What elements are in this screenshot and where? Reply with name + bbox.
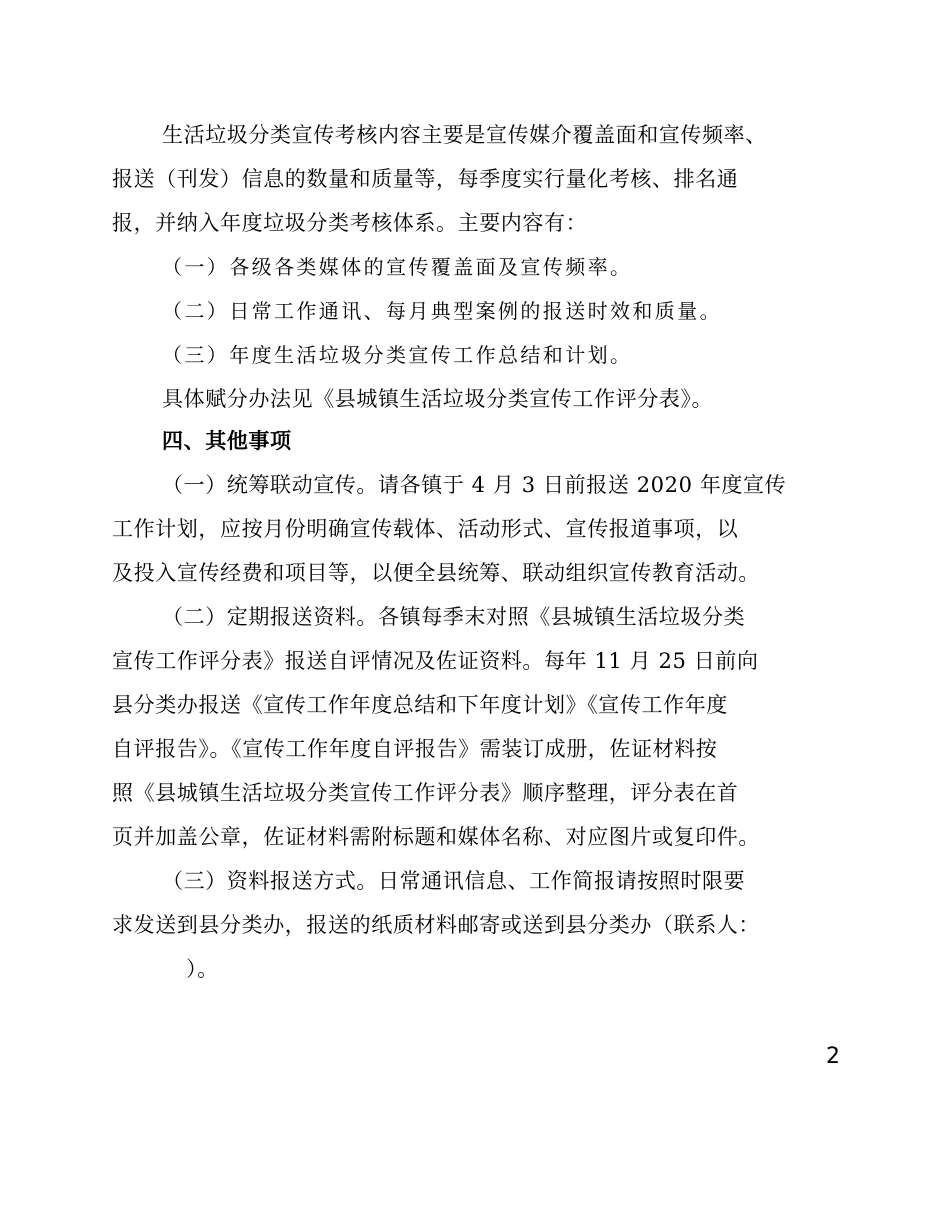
paragraph-line: 宣传工作评分表》报送自评情况及佐证资料。每年 11 月 25 日前向 — [112, 649, 759, 673]
paragraph-line: （三）资料报送方式。日常通讯信息、工作简报请按照时限要 — [162, 869, 746, 893]
paragraph-line: 报送（刊发）信息的数量和质量等，每季度实行量化考核、排名通 — [112, 167, 739, 191]
list-item: （一）各级各类媒体的宣传覆盖面及宣传频率。 — [162, 255, 633, 279]
paragraph-line: （二）定期报送资料。各镇每季末对照《县城镇生活垃圾分类 — [162, 605, 746, 629]
paragraph-line: 自评报告》。《宣传工作年度自评报告》需装订成册，佐证材料按 — [112, 737, 718, 761]
paragraph-line: 照《县城镇生活垃圾分类宣传工作评分表》顺序整理，评分表在首 — [112, 781, 739, 805]
paragraph-line: 生活垃圾分类宣传考核内容主要是宣传媒介覆盖面和宣传频率、 — [162, 123, 767, 147]
page-number: 2 — [826, 1044, 840, 1069]
scoring-note: 具体赋分办法见《县城镇生活垃圾分类宣传工作评分表》。 — [162, 387, 714, 411]
paragraph-line: 求发送到县分类办，报送的纸质材料邮寄或送到县分类办（联系人： — [112, 913, 760, 937]
paragraph-line: 工作计划，应按月份明确宣传载体、活动形式、宣传报道事项，以 — [112, 517, 739, 541]
paragraph-line: 页并加盖公章，佐证材料需附标题和媒体名称、对应图片或复印件。 — [112, 825, 760, 849]
paragraph-line: （一）统筹联动宣传。请各镇于 4 月 3 日前报送 2020 年度宣传 — [162, 473, 787, 497]
paragraph-line: 及投入宣传经费和项目等，以便全县统筹、联动组织宣传教育活动。 — [112, 561, 760, 585]
paragraph-line: 报，并纳入年度垃圾分类考核体系。主要内容有： — [112, 211, 588, 235]
list-item: （二）日常工作通讯、每月典型案例的报送时效和质量。 — [162, 299, 722, 323]
list-item: （三）年度生活垃圾分类宣传工作总结和计划。 — [162, 343, 633, 367]
paragraph-line: ）。 — [186, 957, 219, 981]
paragraph-line: 县分类办报送《宣传工作年度总结和下年度计划》《宣传工作年度 — [112, 693, 728, 717]
section-heading: 四、其他事项 — [162, 429, 292, 453]
